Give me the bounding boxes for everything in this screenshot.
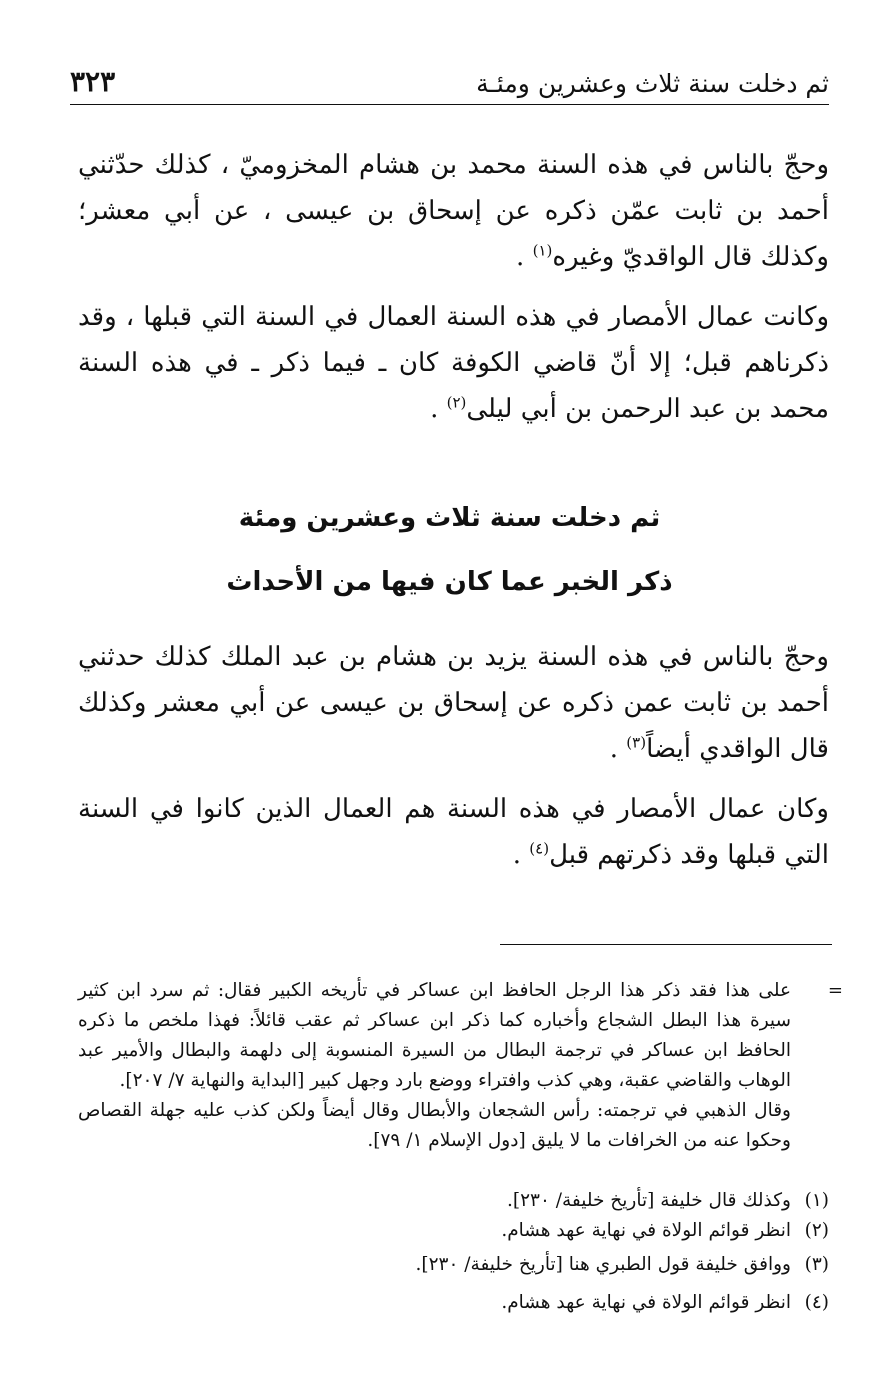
footnote-text: ووافق خليفة قول الطبري هنا [تأريخ خليفة/ ٢٣٠]. xyxy=(415,1254,791,1275)
footnote-continuation-marker: = xyxy=(827,980,843,1001)
footnote-ref: (٢) xyxy=(446,393,467,412)
footnote-number: (٣) xyxy=(804,1254,829,1275)
footnote-text: انظر قوائم الولاة في نهاية عهد هشام. xyxy=(501,1292,791,1313)
footnote-text: وكذلك قال خليفة [تأريخ خليفة/ ٢٣٠]. xyxy=(506,1190,791,1211)
footnote-number: (٢) xyxy=(804,1220,829,1241)
section-title: ثم دخلت سنة ثلاث وعشرين ومئة xyxy=(238,503,661,533)
paragraph-end: . xyxy=(430,394,439,424)
paragraph-hajj-123 xyxy=(78,634,829,772)
footnote-divider xyxy=(500,944,832,945)
paragraph-text: وكانت عمال الأمصار في هذه السنة العمال في السنة التي قبلها ، وقد ذكرناهم قبل؛ إلا أنّ قاضي الكوفة كان ـ فيما ذكر ـ في هذه السنة محمد بن عبد الرحمن بن أبي ليلى xyxy=(78,302,829,424)
footnote-ref: (٣) xyxy=(626,733,647,752)
footnote-continuation-text: وقال الذهبي في ترجمته: رأس الشجعان والأبطال وقال أيضاً ولكن كذب عليه جهلة القصاص وحكوا عنه من الخرافات ما لا يليق [دول الإسلام ١/ ٧٩]. xyxy=(78,1100,791,1151)
paragraph-governors-123 xyxy=(78,786,829,878)
paragraph-text: وحجّ بالناس في هذه السنة محمد بن هشام المخزوميّ ، كذلك حدّثني أحمد بن ثابت عمّن ذكره عن إسحاق بن عيسى ، عن أبي معشر؛ وكذلك قال الواقديّ وغيره xyxy=(78,150,829,272)
page-number: ٣٢٣ xyxy=(70,65,116,98)
paragraph-text: وكان عمال الأمصار في هذه السنة هم العمال الذين كانوا في السنة التي قبلها وقد ذكرتهم قبل xyxy=(78,794,829,870)
footnote-continuation xyxy=(78,976,791,1156)
section-subtitle: ذكر الخبر عما كان فيها من الأحداث xyxy=(226,567,673,597)
paragraph-end: . xyxy=(512,840,522,870)
footnote-item xyxy=(78,1288,829,1318)
paragraph-end: . xyxy=(609,734,619,764)
footnote-ref: (١) xyxy=(532,241,553,260)
footnote-number: (٤) xyxy=(804,1292,829,1313)
footnote-item xyxy=(78,1186,829,1216)
running-header-title: ثم دخلت سنة ثلاث وعشرين ومئـة xyxy=(476,69,829,98)
paragraph-text: وحجّ بالناس في هذه السنة يزيد بن هشام بن عبد الملك كذلك حدثني أحمد بن ثابت عمن ذكره عن إسحاق بن عيسى عن أبي معشر وكذلك قال الواقدي أيضاً xyxy=(78,642,829,764)
footnote-number: (١) xyxy=(804,1190,829,1211)
footnote-ref: (٤) xyxy=(529,839,550,858)
footnote-item xyxy=(78,1250,829,1280)
paragraph-end: . xyxy=(516,242,525,272)
footnote-item xyxy=(78,1216,829,1246)
footnote-continuation-text: على هذا فقد ذكر هذا الرجل الحافظ ابن عساكر في تأريخه الكبير فقال: ثم سرد ابن كثير سيرة هذا البطل الشجاع وأخباره كما ذكر ابن عساكر ثم عقب قائلاً: فهذا ملخص ما ذكره الحافظ ابن عساكر في ترجمة البطال من السيرة المنسوبة إلى دلهمة والبطال والأمير عبد الوهاب والقاضي عقبة، وهي كذب وافتراء ووضع بارد وجهل كبير [البداية والنهاية ٧/ ٢٠٧]. xyxy=(78,980,791,1091)
running-header xyxy=(70,66,829,105)
paragraph-governors-122 xyxy=(78,294,829,432)
paragraph-hajj-122 xyxy=(78,142,829,280)
footnote-text: انظر قوائم الولاة في نهاية عهد هشام. xyxy=(501,1220,791,1241)
